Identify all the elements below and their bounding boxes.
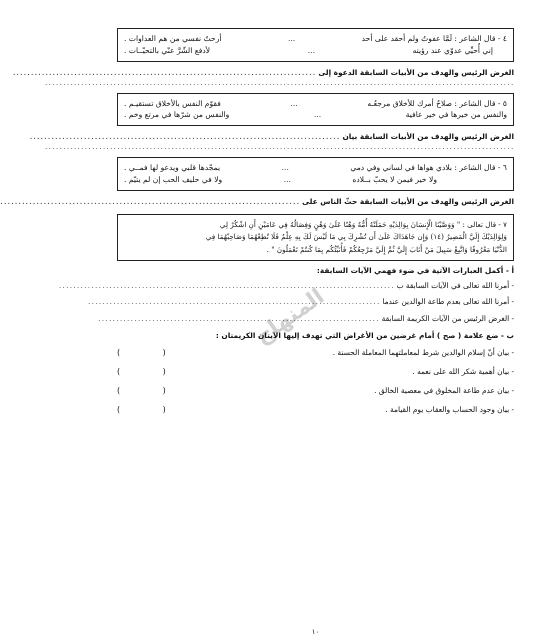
q5-verse2-second: والنفس من شرّها في مرتع وخم . [124,110,230,120]
answer-line[interactable]: ...................................................................................... [29,134,340,142]
q4-verse-line-1 [124,33,507,45]
q4-verse2-first: إني أُحيِّي عدوّي عند رؤيته [412,45,493,55]
q7-line-3: الدُّنْيَا مَعْرُوفًا وَاتَّبِعْ سَبِيلَ مَنْ أَنَابَ إِلَيَّ ثُمَّ إِلَيَّ مَرْجِعُكُمْ فَأُنَبِّئُكُم بِمَا كُنتُمْ تَعْمَلُونَ " . [266,244,507,254]
q5-verse-line-2 [124,109,507,121]
answer-line[interactable]: ................................................................................. [87,299,380,307]
verse-separator: ... [287,34,296,43]
watermark-logo: المنهاج [250,284,330,350]
q4-verse1-first: ٤ - قال الشاعر : لَمَّا عفوتُ ولم أحقد على أحد [361,34,507,43]
answer-line[interactable]: ............................................................................................. [58,283,395,291]
q5-verse-line-1 [124,98,507,110]
verse-separator: ... [281,163,289,173]
q6-question [0,196,514,206]
q4-verse2-second: لأدفع الشّرَّ عنّي بالتحيّــات . [124,45,211,55]
verse-separator: ... [290,98,298,108]
part-b-choice-2 [117,367,514,376]
q4-verse1-second: أرحتُ نفسي من هم العداوات . [124,34,222,43]
q4-question-text: الغرض الرئيس والهدف من الأبيات السابقة الدعوة إلى [318,67,514,77]
q6-verse2-first: ولا خير فيمن لا يحبّ بــلاده [352,174,437,184]
q4-verse-box [117,28,514,62]
answer-checkbox[interactable]: ( ) [117,347,186,357]
answer-checkbox[interactable]: ( ) [117,366,186,376]
part-a-item-1 [58,280,514,291]
answer-line[interactable]: ................................................................................... [0,198,300,206]
q5-verse2-first: والنفس من خيرها في خير عافية [405,110,507,120]
q5-question-text: الغرض الرئيس والهدف من الأبيات السابقة بيان [342,132,514,142]
q6-verse-line-2 [124,174,507,186]
part-a-item-1-text: - أمرنا الله تعالى في الآيات السابقة ب [396,281,514,291]
answer-checkbox[interactable]: ( ) [117,385,186,395]
q4-question [12,67,514,77]
verse-separator: ... [283,174,291,184]
part-b-choice-4-text: - بيان وجود الحساب والعقاب يوم القيامة . [385,404,514,414]
q6-verse1-first: ٦ - قال الشاعر : بلادي هواها في لساني وفي دمي [350,163,507,173]
part-a-item-3-text: - الغرض الرئيس من الآيات الكريمة السابقة [381,313,514,323]
q7-line-1: ٧ - قال تعالى : " وَوَصَّيْنَا الْإِنسَانَ بِوَالِدَيْهِ حَمَلَتْهُ أُمُّهُ وَهْنًا عَلَىٰ وَهْنٍ وَفِصَالُهُ فِي عَامَيْنِ أَنِ اشْكُرْ لِي [219,219,507,229]
q6-question-text: الغرض الرئيس والهدف من الأبيات السابقة حثّ الناس على [302,196,514,206]
page-number: ١٠ [311,628,320,636]
part-b-choice-1-text: - بيان أنّ إسلام الوالدين شرط لمعاملتهما المعاملة الحسنة . [332,347,514,357]
part-b-choice-3 [117,386,514,395]
part-a-heading: أ - أكمل العبارات الآتية في ضوء فهمي الآيات السابقة: [316,266,514,276]
answer-line[interactable]: .................................................................................................................................. [44,79,514,87]
q5-verse-box [117,93,514,127]
q7-quran-box [117,214,514,262]
worksheet-page [0,28,514,414]
q6-verse2-second: ولا في حليف الحب إن لم يتيّم . [124,174,223,184]
answer-line[interactable]: .................................................................................................................................. [44,144,514,152]
part-b-choice-1 [117,348,514,357]
q4-verse-line-2 [124,45,507,57]
answer-checkbox[interactable]: ( ) [117,404,186,414]
q5-verse1-first: ٥ - قال الشاعر : صلاحُ أمرك للأخلاق مرجعُـه [367,98,507,108]
q5-question [29,132,514,142]
q7-line-2: وَلِوَالِدَيْكَ إِلَيَّ الْمَصِيرُ (١٤) وَإِن جَاهَدَاكَ عَلَىٰ أَن تُشْرِكَ بِي مَا لَيْسَ لَكَ بِهِ عِلْمٌ فَلَا تُطِعْهُمَا وَصَاحِبْهُمَا فِي [205,232,507,242]
part-b-choice-2-text: - بيان أهمية شكر الله على نعمه . [412,366,514,376]
q5-verse1-second: فقوّم النفس بالأخلاق تستقيـم . [124,98,221,108]
part-a-item-2 [87,296,514,307]
verse-separator: ... [313,110,322,120]
part-b-heading: ب - ضع علامة ( صح ) أمام غرضين من الأغراض التي تهدف إليها الآيتان الكريمتان : [215,330,514,340]
part-b-choice-4 [117,405,514,414]
answer-line[interactable]: .............................................................................. [97,315,380,323]
part-b-choice-3-text: - بيان عدم طاعة المخلوق في معصية الخالق . [374,385,514,395]
part-a-item-2-text: - أمرنا الله تعالى بعدم طاعة الوالدين عندما [382,297,514,307]
part-a-item-3 [97,313,514,324]
q6-verse-line-1 [124,162,507,174]
answer-line[interactable]: .................................................................................... [12,69,316,77]
q6-verse-box [117,157,514,191]
verse-separator: ... [307,45,315,55]
q6-verse1-second: يمجّدها قلبي ويدعو لها فمــي . [124,163,221,173]
